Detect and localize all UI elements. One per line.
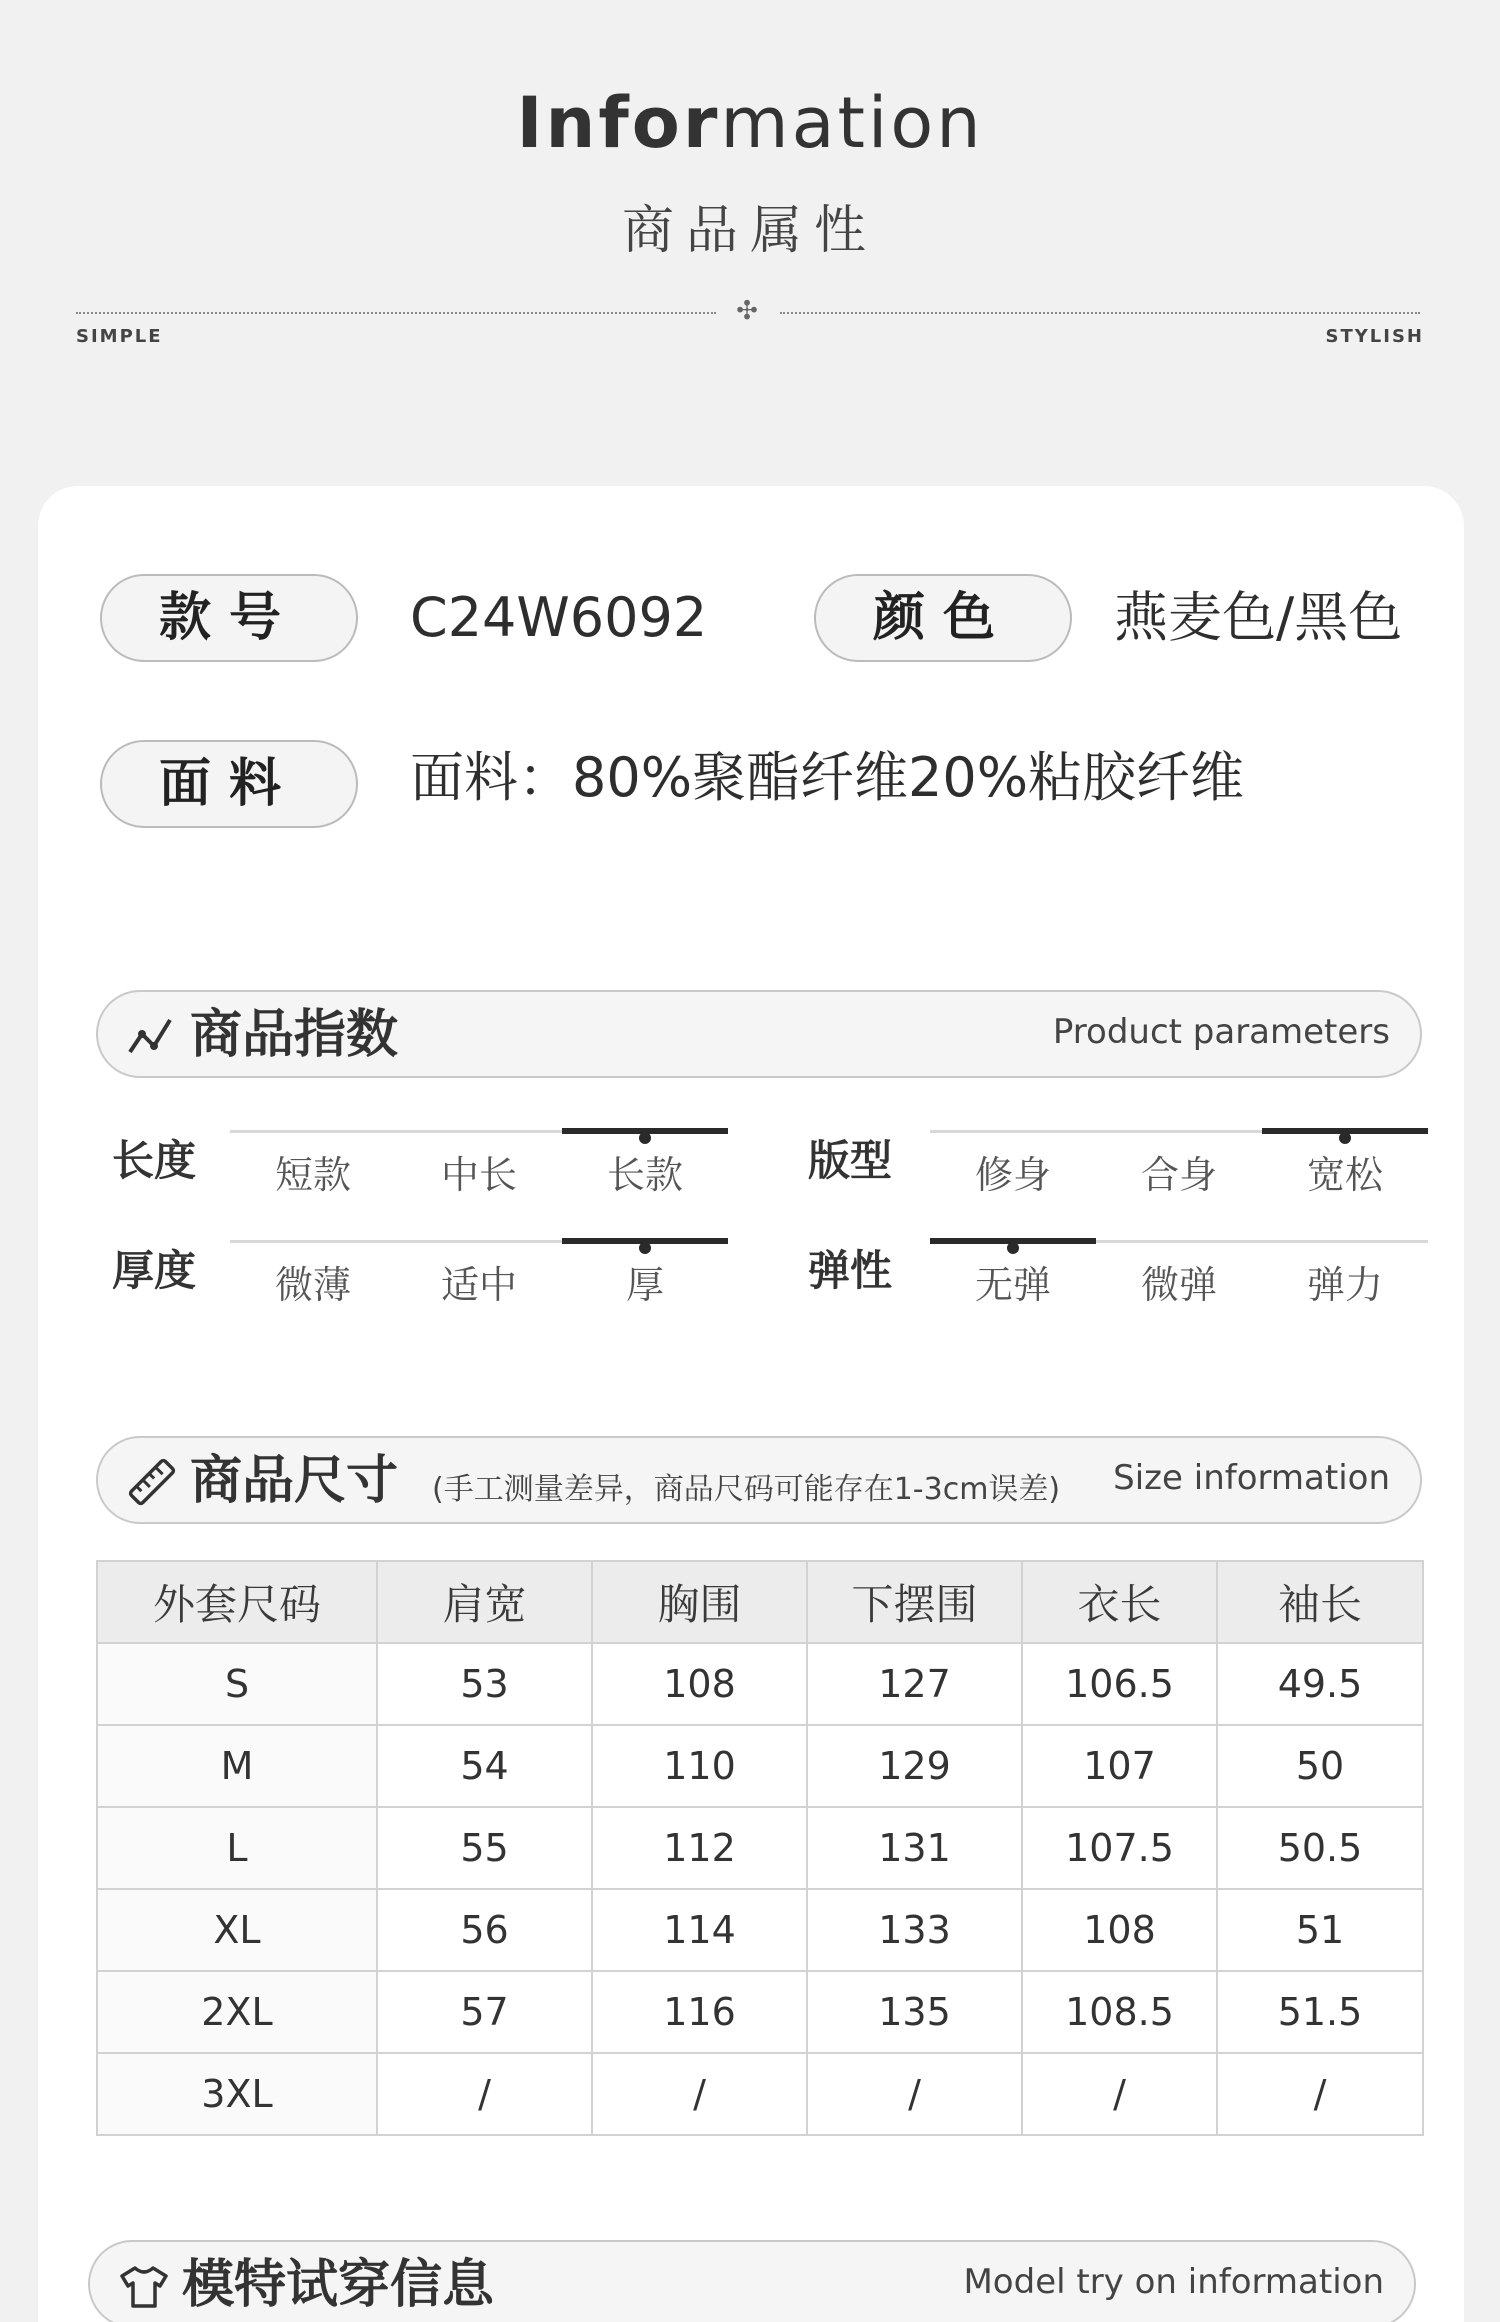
param-option: 合身 bbox=[1140, 1153, 1217, 1197]
measurement-cell: 116 bbox=[592, 1971, 807, 2053]
measurement-cell: 108 bbox=[1022, 1889, 1217, 1971]
ruler-icon bbox=[126, 1458, 178, 1506]
page-subtitle: 商品属性 bbox=[621, 201, 878, 261]
fabric-value: 面料：80%聚酯纤维20%粘胶纤维 bbox=[410, 746, 1245, 809]
table-row bbox=[97, 1889, 1423, 1971]
size-cell: XL bbox=[97, 1889, 377, 1971]
params-section-title-en: Product parameters bbox=[1052, 1012, 1390, 1052]
model-section-header bbox=[88, 2240, 1416, 2322]
title-bold-part: Infor bbox=[516, 82, 721, 164]
measurement-cell: / bbox=[377, 2053, 592, 2135]
page-title bbox=[0, 82, 1500, 164]
param-option: 弹力 bbox=[1306, 1263, 1383, 1307]
param-selected-dot bbox=[1007, 1242, 1019, 1254]
size-table-body bbox=[97, 1643, 1423, 2135]
measurement-cell: 51 bbox=[1217, 1889, 1423, 1971]
params-section-header bbox=[96, 990, 1422, 1078]
param-option: 适中 bbox=[440, 1263, 517, 1307]
size-table-header-cell: 胸围 bbox=[592, 1561, 807, 1643]
measurement-cell: 129 bbox=[807, 1725, 1022, 1807]
table-row bbox=[97, 1971, 1423, 2053]
param-option: 微弹 bbox=[1140, 1263, 1217, 1307]
size-table-header-row bbox=[97, 1561, 1423, 1643]
measurement-cell: 114 bbox=[592, 1889, 807, 1971]
param-label: 版型 bbox=[808, 1136, 893, 1185]
size-section-header bbox=[96, 1436, 1422, 1524]
param-selected-dot bbox=[639, 1242, 651, 1254]
param-option: 短款 bbox=[274, 1153, 351, 1197]
size-table-header-cell: 肩宽 bbox=[377, 1561, 592, 1643]
size-section-title: 商品尺寸 bbox=[190, 1451, 399, 1511]
size-cell: S bbox=[97, 1643, 377, 1725]
param-option: 长款 bbox=[606, 1153, 683, 1197]
divider-left bbox=[76, 312, 716, 314]
size-section-title-en: Size information bbox=[1113, 1458, 1390, 1498]
size-table bbox=[96, 1560, 1424, 2136]
style-no-label: 款号 bbox=[100, 574, 358, 662]
measurement-cell: 131 bbox=[807, 1807, 1022, 1889]
line-chart-icon bbox=[126, 1012, 178, 1060]
param-option: 修身 bbox=[974, 1153, 1051, 1197]
param-option: 厚 bbox=[625, 1263, 664, 1307]
measurement-cell: / bbox=[1022, 2053, 1217, 2135]
measurement-cell: / bbox=[592, 2053, 807, 2135]
size-section-note: (手工测量差异，商品尺码可能存在1-3cm误差) bbox=[432, 1472, 1061, 1507]
measurement-cell: 107 bbox=[1022, 1725, 1217, 1807]
measurement-cell: 135 bbox=[807, 1971, 1022, 2053]
measurement-cell: 110 bbox=[592, 1725, 807, 1807]
param-option: 中长 bbox=[440, 1153, 517, 1197]
measurement-cell: 108 bbox=[592, 1643, 807, 1725]
corner-label-stylish: STYLISH bbox=[1325, 326, 1424, 347]
measurement-cell: 53 bbox=[377, 1643, 592, 1725]
measurement-cell: 112 bbox=[592, 1807, 807, 1889]
table-row bbox=[97, 1807, 1423, 1889]
param-label: 长度 bbox=[112, 1136, 197, 1185]
table-row bbox=[97, 2053, 1423, 2135]
fabric-label: 面料 bbox=[100, 740, 358, 828]
measurement-cell: 54 bbox=[377, 1725, 592, 1807]
measurement-cell: 55 bbox=[377, 1807, 592, 1889]
measurement-cell: 51.5 bbox=[1217, 1971, 1423, 2053]
size-cell: L bbox=[97, 1807, 377, 1889]
measurement-cell: / bbox=[1217, 2053, 1423, 2135]
param-label: 弹性 bbox=[808, 1246, 893, 1295]
measurement-cell: 133 bbox=[807, 1889, 1022, 1971]
param-selected-dot bbox=[1339, 1132, 1351, 1144]
measurement-cell: / bbox=[807, 2053, 1022, 2135]
measurement-cell: 107.5 bbox=[1022, 1807, 1217, 1889]
cross-ornament-icon: ✣ bbox=[736, 296, 758, 326]
size-table-header-cell: 外套尺码 bbox=[97, 1561, 377, 1643]
size-table-header-cell: 下摆围 bbox=[807, 1561, 1022, 1643]
divider-right bbox=[780, 312, 1420, 314]
param-option: 无弹 bbox=[974, 1263, 1051, 1307]
size-cell: 2XL bbox=[97, 1971, 377, 2053]
measurement-cell: 108.5 bbox=[1022, 1971, 1217, 2053]
title-rest-part: mation bbox=[720, 82, 984, 164]
param-label: 厚度 bbox=[112, 1246, 197, 1295]
measurement-cell: 106.5 bbox=[1022, 1643, 1217, 1725]
measurement-cell: 57 bbox=[377, 1971, 592, 2053]
model-section-title: 模特试穿信息 bbox=[182, 2255, 495, 2315]
tshirt-icon bbox=[118, 2262, 170, 2310]
measurement-cell: 49.5 bbox=[1217, 1643, 1423, 1725]
size-table-header-cell: 衣长 bbox=[1022, 1561, 1217, 1643]
table-row bbox=[97, 1643, 1423, 1725]
color-value: 燕麦色/黑色 bbox=[1114, 586, 1403, 649]
param-selected-dot bbox=[639, 1132, 651, 1144]
params-section-title: 商品指数 bbox=[190, 1005, 399, 1065]
color-label: 颜色 bbox=[814, 574, 1072, 662]
measurement-cell: 56 bbox=[377, 1889, 592, 1971]
style-no-value: C24W6092 bbox=[410, 586, 708, 649]
measurement-cell: 127 bbox=[807, 1643, 1022, 1725]
measurement-cell: 50.5 bbox=[1217, 1807, 1423, 1889]
size-cell: 3XL bbox=[97, 2053, 377, 2135]
size-cell: M bbox=[97, 1725, 377, 1807]
size-table-header-cell: 袖长 bbox=[1217, 1561, 1423, 1643]
model-section-title-en: Model try on information bbox=[963, 2262, 1384, 2302]
table-row bbox=[97, 1725, 1423, 1807]
param-option: 宽松 bbox=[1306, 1153, 1383, 1197]
param-option: 微薄 bbox=[274, 1263, 351, 1307]
corner-label-simple: SIMPLE bbox=[76, 326, 163, 347]
measurement-cell: 50 bbox=[1217, 1725, 1423, 1807]
